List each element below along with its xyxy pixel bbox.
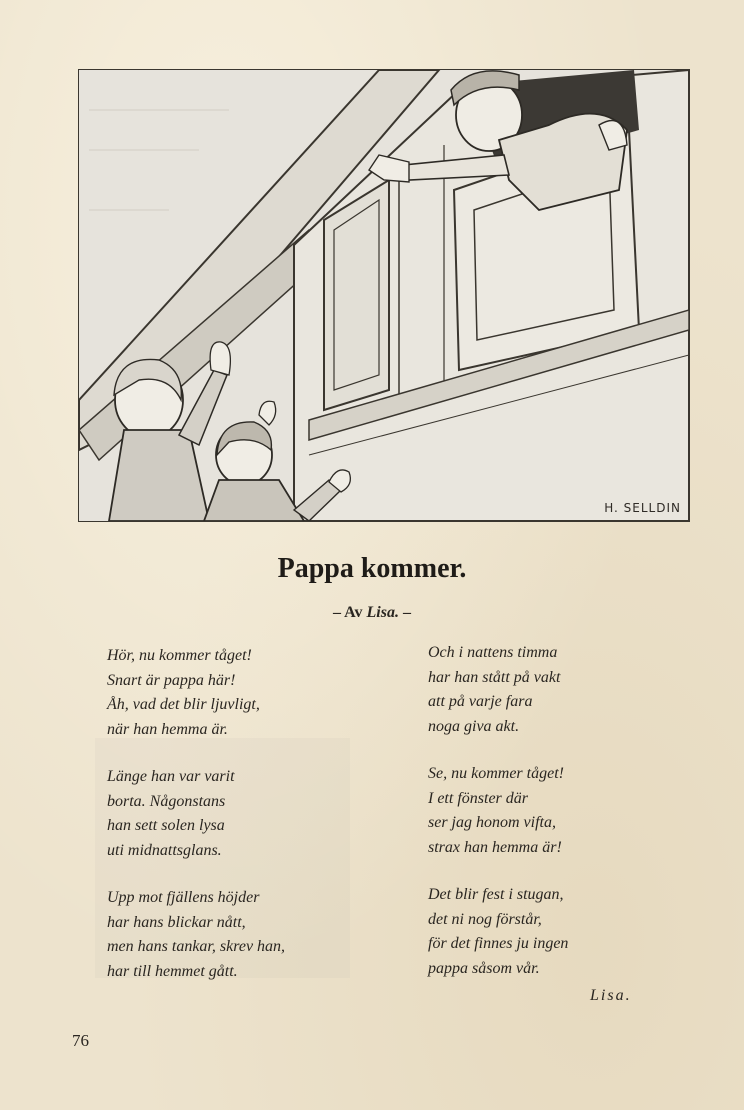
poem-line: Det blir fest i stugan, bbox=[428, 886, 564, 903]
illustrator-signature: H. SELLDIN bbox=[604, 501, 681, 515]
stanza bbox=[107, 886, 377, 984]
poem-line: Se, nu kommer tåget! bbox=[428, 765, 564, 782]
poem-line: I ett fönster där bbox=[428, 789, 528, 807]
poem-line: ser jag honom vifta, bbox=[428, 814, 556, 831]
poem-line: men hans tankar, skrev han, bbox=[107, 938, 286, 955]
poem-line: när han hemma är. bbox=[107, 720, 228, 738]
poem-line: har till hemmet gått. bbox=[107, 962, 238, 980]
poem-line: har hans blickar nått, bbox=[107, 913, 246, 931]
byline-prefix: – Av bbox=[333, 604, 363, 621]
poem-line: har han stått på vakt bbox=[428, 668, 561, 686]
poem-line: Snart är pappa här! bbox=[107, 671, 236, 689]
poem-line: borta. Någonstans bbox=[107, 792, 226, 810]
poem-line: det ni nog förstår, bbox=[428, 910, 542, 928]
poem-line: att på varje fara bbox=[428, 693, 533, 710]
poem-line: Åh, vad det blir ljuvligt, bbox=[107, 696, 260, 713]
poem-title: Pappa kommer. bbox=[277, 553, 467, 584]
poem-line: Upp mot fjällens höjder bbox=[107, 889, 260, 906]
byline-suffix: – bbox=[402, 604, 411, 621]
byline-author: Lisa. bbox=[366, 604, 399, 621]
stanza bbox=[428, 641, 688, 739]
stanza bbox=[107, 765, 377, 863]
poem-line: uti midnattsglans. bbox=[107, 841, 222, 859]
poem-line: Hör, nu kommer tåget! bbox=[107, 647, 252, 664]
illustration-drawing bbox=[79, 70, 689, 521]
stanza bbox=[107, 644, 377, 742]
poem-line: han sett solen lysa bbox=[107, 817, 225, 834]
poem-column-right bbox=[428, 641, 688, 1004]
poem-signature: Lisa. bbox=[590, 987, 632, 1004]
poem-byline bbox=[0, 604, 744, 622]
poem-column-left bbox=[107, 644, 377, 1007]
poem-line: Och i nattens timma bbox=[428, 644, 558, 661]
poem-line: noga giva akt. bbox=[428, 717, 520, 735]
poem-line: för det finnes ju ingen bbox=[428, 935, 569, 952]
poem-line: pappa såsom vår. bbox=[428, 959, 540, 977]
poem-line: Länge han var varit bbox=[107, 768, 235, 785]
page-number: 76 bbox=[72, 1031, 89, 1050]
train-farewell-illustration bbox=[78, 69, 690, 522]
stanza bbox=[428, 883, 688, 981]
stanza bbox=[428, 762, 688, 860]
poem-line: strax han hemma är! bbox=[428, 838, 562, 856]
